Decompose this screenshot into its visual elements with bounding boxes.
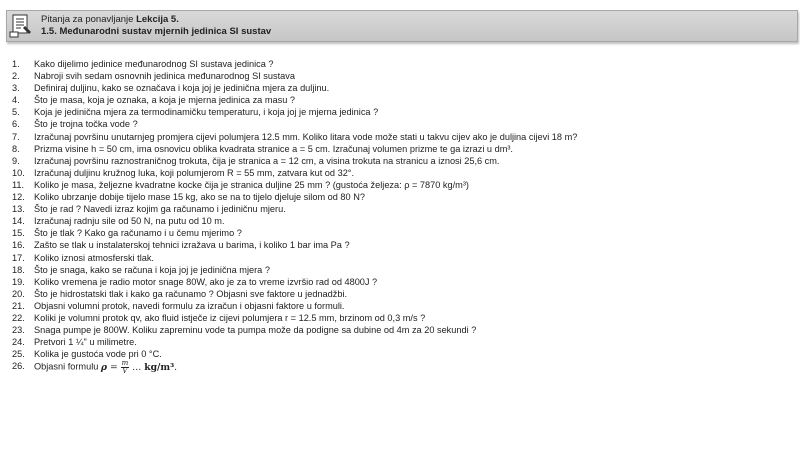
question-item: 25. Kolika je gustoća vode pri 0 °C.: [12, 349, 162, 360]
question-item: 16. Zašto se tlak u instalaterskoj tehnici izražava u barima, i koliko 1 bar ima Pa ?: [12, 240, 350, 251]
question-item: 12. Koliko ubrzanje dobije tijelo mase 15 kg, ako se na to tijelo djeluje silom od 80 N?: [12, 192, 365, 203]
question-item: 5. Koja je jedinična mjera za termodinamičku temperaturu, i koja joj je mjerna jedinica ?: [12, 107, 379, 118]
question-item: 1. Kako dijelimo jedinice međunarodnog SI sustava jedinica ?: [12, 59, 274, 69]
question-item-formula: 26. Objasni formulu ρ = $\frac{m}{V}$ … kg/m³.: [12, 359, 178, 375]
question-item: 11. Koliko je masa, željezne kvadratne kocke čija je stranica duljine 25 mm ? (gustoća željeza: ρ = 7870 kg/m³): [12, 179, 469, 190]
question-item: 19. Koliko vremena je radio motor snage 80W, ako je za to vreme izvršio rad od 4800J ?: [12, 276, 378, 287]
density-formula: ρ = $\frac{m}{V}$ … kg/m³.: [100, 359, 178, 375]
question-item: 17. Koliko iznosi atmosferski tlak.: [12, 252, 154, 263]
mass-volume-fraction: $\frac{m}{V}$: [121, 359, 129, 375]
question-item: 3. Definiraj duljinu, kako se označava i koja joj je jedinična mjera za duljinu.: [12, 83, 330, 94]
header-text: [41, 14, 271, 38]
question-item: 2. Nabroji svih sedam osnovnih jedinica međunarodnog SI sustava: [12, 71, 295, 82]
question-item: 7. Izračunaj površinu unutarnjeg promjera cijevi polumjera 12.5 mm. Koliko litara vode može stati u takvu cijev ako je duljina cijevi 18 m?: [12, 131, 578, 142]
question-list: [12, 58, 792, 375]
question-item: 8. Prizma visine h = 50 cm, ima osnovicu oblika kvadrata stranice a = 5 cm. Izračunaj volumen prizme te ga izrazi u dm³.: [12, 143, 513, 154]
document-edit-icon: [8, 13, 34, 39]
question-item: 24. Pretvori 1 ¼" u milimetre.: [12, 337, 137, 348]
question-item: 6. Što je trojna točka vode ?: [12, 119, 138, 130]
question-item: 14. Izračunaj radnju sile od 50 N, na putu od 10 m.: [12, 216, 225, 227]
question-item: 9. Izračunaj površinu raznostraničnog trokuta, čija je stranica a = 12 cm, a visina trokuta na stranicu a iznosi 25,6 cm.: [12, 155, 500, 166]
question-item: 4. Što je masa, koja je oznaka, a koja je mjerna jedinica za masu ?: [12, 95, 295, 106]
question-item: 18. Što je snaga, kako se računa i koja joj je jedinična mjera ?: [12, 264, 270, 275]
question-item: 23. Snaga pumpe je 800W. Koliku zapreminu vode ta pumpa može da podigne sa dubine od 4m za 20 sekundi ?: [12, 325, 477, 336]
question-item: 13. Što je rad ? Navedi izraz kojim ga računamo i jediničnu mjeru.: [12, 204, 286, 215]
question-item: 10. Izračunaj duljinu kružnog luka, koji polumjerom R = 55 mm, zatvara kut od 32°.: [12, 167, 355, 178]
question-item: 20. Što je hidrostatski tlak i kako ga računamo ? Objasni sve faktore u jednadžbi.: [12, 288, 348, 299]
question-item: 22. Koliki je volumni protok qv, ako fluid istječe iz cijevi polumjera r = 12.5 mm, brzinom od 0,3 m/s ?: [12, 312, 426, 323]
question-item: 21. Objasni volumni protok, navedi formulu za izračun i objasni faktore u formuli.: [12, 300, 345, 311]
page-title: Pitanja za ponavljanje Lekcija 5.: [41, 14, 179, 25]
lesson-header: [6, 10, 798, 42]
question-item: 15. Što je tlak ? Kako ga računamo i u čemu mjerimo ?: [12, 228, 242, 239]
page-subtitle: 1.5. Međunarodni sustav mjernih jedinica SI sustav: [41, 26, 272, 37]
